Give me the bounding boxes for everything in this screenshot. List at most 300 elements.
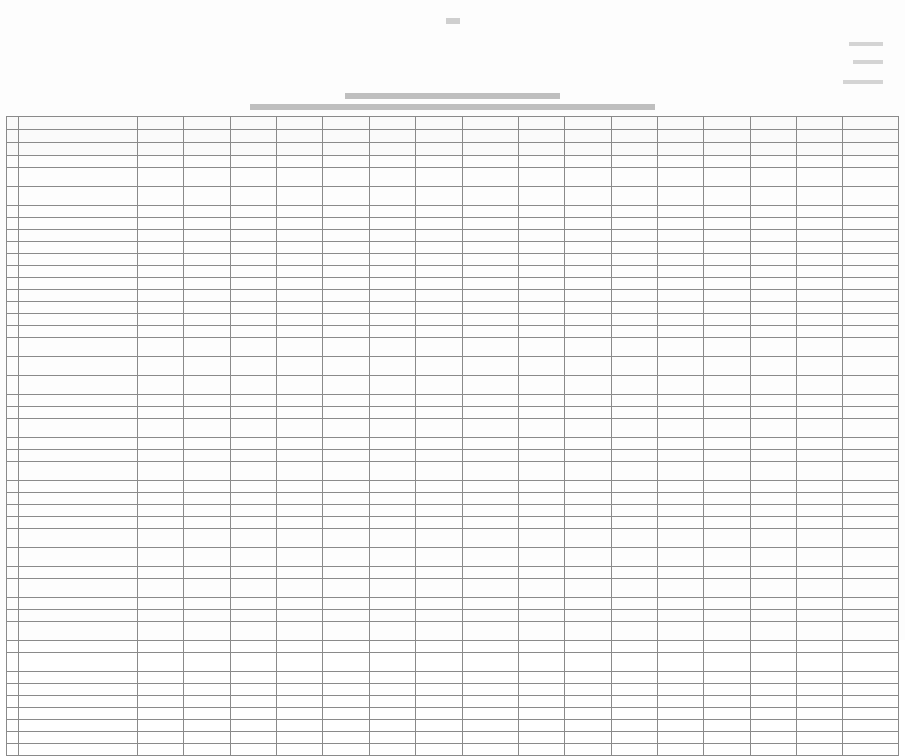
table-cell [518,357,564,376]
table-cell [658,450,704,462]
table-cell [843,505,899,517]
table-cell [277,187,323,206]
annex-line [843,80,883,84]
table-cell [369,684,415,696]
table-cell [277,438,323,450]
table-cell [843,684,899,696]
table-cell [704,708,750,720]
annex-line [849,42,883,46]
table-row [7,529,899,548]
table-cell [7,579,19,598]
table-cell [369,419,415,438]
table-cell [323,641,369,653]
table-row [7,218,899,230]
table-cell [658,622,704,641]
table-cell [704,505,750,517]
table-cell [565,708,611,720]
table-cell [565,376,611,395]
table-cell [230,548,276,567]
table-cell [323,407,369,419]
table-row [7,493,899,505]
table-cell [138,610,184,622]
table-cell [704,450,750,462]
table-cell [611,610,657,622]
table-cell [518,117,564,130]
table-cell [750,419,796,438]
table-cell [323,187,369,206]
table-cell [704,579,750,598]
table-cell [797,156,843,168]
table-cell [797,230,843,242]
table-cell [462,450,518,462]
table-cell [277,696,323,708]
table-cell [323,376,369,395]
table-cell [184,314,230,326]
table-row [7,720,899,732]
table-cell [138,130,184,143]
table-cell [462,395,518,407]
table-cell [704,302,750,314]
table-cell [518,493,564,505]
table-cell [462,481,518,493]
table-cell [750,266,796,278]
table-cell [19,266,138,278]
table-cell [462,517,518,529]
table-cell [797,419,843,438]
table-cell [7,684,19,696]
table-cell [797,684,843,696]
table-row [7,206,899,218]
table-cell [797,254,843,266]
table-cell [323,395,369,407]
table-cell [565,567,611,579]
table-cell [416,641,462,653]
table-cell [7,610,19,622]
table-row [7,266,899,278]
table-cell [658,230,704,242]
table-cell [750,653,796,672]
table-cell [323,567,369,579]
table-cell [843,732,899,744]
table-cell [843,314,899,326]
table-cell [704,684,750,696]
table-cell [323,314,369,326]
table-row [7,481,899,493]
table-cell [184,278,230,290]
table-cell [277,548,323,567]
table-row [7,462,899,481]
table-cell [843,696,899,708]
table-cell [416,610,462,622]
table-cell [658,684,704,696]
table-cell [230,290,276,302]
table-cell [704,376,750,395]
table-cell [230,278,276,290]
table-cell [277,684,323,696]
table-cell [658,517,704,529]
table-cell [184,548,230,567]
table-cell [138,672,184,684]
table-cell [797,206,843,218]
table-cell [277,481,323,493]
table-cell [843,242,899,254]
table-cell [230,242,276,254]
table-cell [462,218,518,230]
table-cell [416,314,462,326]
table-cell [843,672,899,684]
table-cell [369,610,415,622]
table-row [7,290,899,302]
table-cell [230,395,276,407]
table-cell [704,326,750,338]
table-cell [416,505,462,517]
table-cell [611,517,657,529]
table-cell [704,357,750,376]
table-cell [184,357,230,376]
table-cell [416,696,462,708]
table-cell [277,266,323,278]
table-cell [138,338,184,357]
table-cell [277,302,323,314]
table-cell [277,610,323,622]
table-cell [611,242,657,254]
table-cell [462,732,518,744]
table-cell [565,130,611,143]
table-cell [704,130,750,143]
table-cell [843,357,899,376]
table-cell [518,579,564,598]
table-cell [565,505,611,517]
table-row [7,708,899,720]
table-cell [462,376,518,395]
table-cell [704,744,750,756]
table-cell [843,376,899,395]
table-cell [277,622,323,641]
table-cell [7,156,19,168]
table-cell [416,143,462,156]
table-cell [138,218,184,230]
table-cell [658,438,704,450]
table-cell [518,462,564,481]
table-cell [658,168,704,187]
table-cell [277,338,323,357]
table-cell [518,505,564,517]
table-cell [416,438,462,450]
table-cell [19,505,138,517]
table-cell [184,266,230,278]
table-cell [518,254,564,266]
table-cell [19,302,138,314]
table-cell [462,598,518,610]
table-cell [658,376,704,395]
table-cell [230,529,276,548]
table-cell [416,290,462,302]
table-row [7,326,899,338]
table-cell [138,684,184,696]
table-row [7,376,899,395]
table-cell [750,481,796,493]
table-cell [416,529,462,548]
table-cell [19,395,138,407]
table-cell [462,548,518,567]
table-cell [518,684,564,696]
table-cell [138,696,184,708]
table-cell [750,254,796,266]
table-cell [843,450,899,462]
table-cell [518,438,564,450]
table-cell [323,517,369,529]
table-cell [750,130,796,143]
table-cell [462,684,518,696]
table-cell [416,419,462,438]
table-cell [7,462,19,481]
table-cell [704,481,750,493]
table-cell [138,230,184,242]
table-cell [416,407,462,419]
table-cell [518,143,564,156]
table-cell [565,187,611,206]
table-cell [565,493,611,505]
table-cell [462,708,518,720]
table-cell [658,130,704,143]
table-cell [518,548,564,567]
table-cell [369,517,415,529]
table-cell [138,481,184,493]
table-cell [750,684,796,696]
table-cell [19,493,138,505]
table-cell [323,130,369,143]
table-cell [797,548,843,567]
table-cell [565,230,611,242]
table-cell [230,130,276,143]
table-cell [19,130,138,143]
table-cell [416,254,462,266]
table-cell [184,395,230,407]
table-cell [7,254,19,266]
table-cell [565,206,611,218]
table-cell [704,395,750,407]
table-cell [462,567,518,579]
table-cell [230,622,276,641]
table-cell [416,338,462,357]
table-cell [230,450,276,462]
table-cell [750,696,796,708]
table-cell [797,326,843,338]
table-cell [462,622,518,641]
table-cell [704,278,750,290]
table-cell [658,218,704,230]
table-cell [19,598,138,610]
table-cell [518,218,564,230]
table-cell [369,338,415,357]
table-cell [658,326,704,338]
table-cell [7,622,19,641]
table-cell [277,395,323,407]
table-cell [658,529,704,548]
table-cell [138,242,184,254]
table-cell [462,505,518,517]
table-cell [704,338,750,357]
table-cell [369,708,415,720]
table-cell [611,579,657,598]
table-cell [518,598,564,610]
table-cell [184,672,230,684]
table-row [7,254,899,266]
table-cell [19,117,138,130]
table-cell [704,266,750,278]
table-cell [658,206,704,218]
table-cell [369,242,415,254]
table-cell [184,376,230,395]
table-cell [843,744,899,756]
table-cell [416,117,462,130]
table-cell [369,278,415,290]
table-cell [277,168,323,187]
table-cell [369,156,415,168]
table-cell [704,187,750,206]
table-cell [230,481,276,493]
table-cell [138,493,184,505]
table-cell [19,357,138,376]
table-cell [369,720,415,732]
table-cell [518,168,564,187]
table-cell [797,290,843,302]
table-cell [843,168,899,187]
table-cell [843,302,899,314]
table-cell [416,493,462,505]
table-cell [797,462,843,481]
table-cell [19,242,138,254]
table-cell [611,622,657,641]
table-cell [797,696,843,708]
table-cell [7,696,19,708]
table-cell [19,708,138,720]
table-cell [7,450,19,462]
table-cell [462,579,518,598]
table-row [7,278,899,290]
table-cell [7,567,19,579]
table-cell [7,419,19,438]
table-cell [184,143,230,156]
table-cell [518,641,564,653]
table-cell [7,744,19,756]
table-cell [611,407,657,419]
table-cell [843,438,899,450]
table-cell [704,117,750,130]
table-cell [797,218,843,230]
table-cell [611,641,657,653]
table-cell [138,517,184,529]
table-cell [277,156,323,168]
table-cell [7,206,19,218]
table-cell [518,732,564,744]
table-cell [277,143,323,156]
table-row [7,168,899,187]
table-cell [518,708,564,720]
table-cell [658,290,704,302]
table-cell [19,156,138,168]
table-cell [611,206,657,218]
table-cell [797,438,843,450]
table-cell [704,168,750,187]
table-cell [323,708,369,720]
table-cell [704,156,750,168]
table-cell [611,732,657,744]
table-cell [565,732,611,744]
table-cell [369,230,415,242]
table-cell [416,278,462,290]
table-cell [230,187,276,206]
table-cell [518,302,564,314]
table-cell [750,187,796,206]
table-cell [19,610,138,622]
table-cell [416,462,462,481]
table-cell [19,579,138,598]
table-cell [277,579,323,598]
table-cell [369,130,415,143]
table-cell [658,732,704,744]
table-cell [611,187,657,206]
table-cell [230,567,276,579]
table-cell [797,143,843,156]
table-cell [416,653,462,672]
table-cell [565,419,611,438]
table-cell [462,493,518,505]
table-cell [19,206,138,218]
table-cell [704,419,750,438]
table-cell [797,314,843,326]
table-cell [565,168,611,187]
table-cell [323,117,369,130]
table-cell [797,622,843,641]
table-cell [462,672,518,684]
table-cell [19,450,138,462]
table-cell [138,407,184,419]
table-cell [7,278,19,290]
table-cell [277,130,323,143]
table-cell [184,579,230,598]
table-cell [611,143,657,156]
data-table [6,116,899,756]
table-cell [323,156,369,168]
table-cell [369,462,415,481]
table-cell [565,156,611,168]
table-cell [611,598,657,610]
table-cell [416,218,462,230]
table-cell [611,450,657,462]
table-cell [138,732,184,744]
table-cell [750,290,796,302]
table-cell [277,117,323,130]
table-cell [184,517,230,529]
table-cell [611,218,657,230]
table-cell [843,266,899,278]
table-cell [277,672,323,684]
table-cell [518,610,564,622]
table-cell [565,117,611,130]
table-cell [565,438,611,450]
table-cell [230,206,276,218]
table-cell [184,290,230,302]
table-cell [369,732,415,744]
table-cell [230,156,276,168]
table-cell [230,517,276,529]
table-cell [462,130,518,143]
table-cell [797,493,843,505]
table-cell [138,653,184,672]
table-cell [230,419,276,438]
table-cell [750,438,796,450]
